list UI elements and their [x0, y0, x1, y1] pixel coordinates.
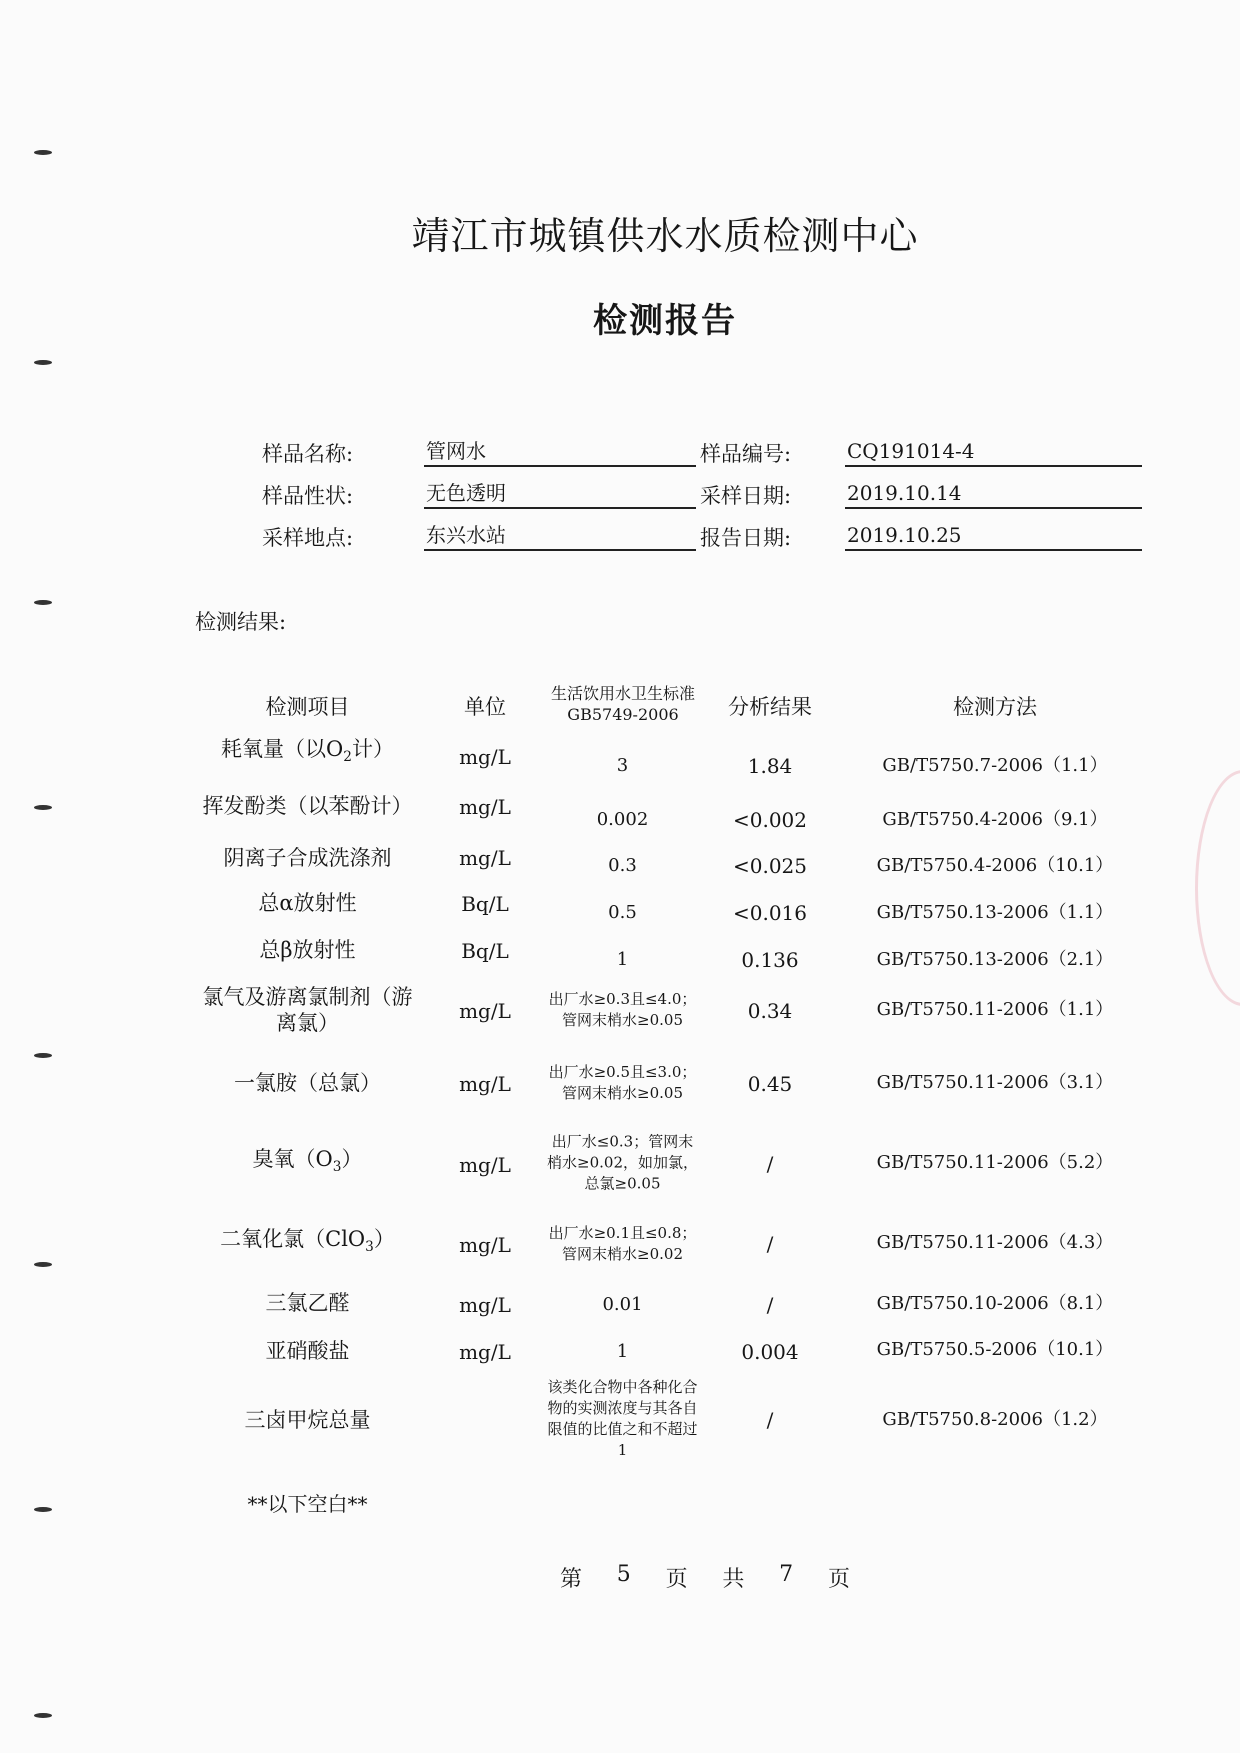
table-row-unit: mg/L [459, 1340, 511, 1364]
table-row-standard: 1 [616, 1341, 629, 1362]
table-row-result: / [766, 1232, 774, 1256]
page-number-footer [560, 1562, 850, 1593]
table-row-method: GB/T5750.4-2006（10.1） [876, 855, 1114, 876]
punch-hole [34, 600, 52, 605]
report-date-value: 2019.10.25 [845, 521, 1142, 551]
table-row-result: 0.45 [747, 1072, 793, 1096]
table-row-result: 1.84 [747, 754, 793, 778]
sample-name-value: 管网水 [424, 437, 696, 467]
table-row-standard: 出厂水≥0.1且≤0.8；管网末梢水≥0.02 [548, 1224, 697, 1263]
table-row-standard: 0.01 [602, 1294, 643, 1315]
table-row-unit: Bq/L [461, 939, 509, 963]
column-header-result: 分析结果 [728, 695, 812, 719]
table-row-method: GB/T5750.13-2006（2.1） [876, 949, 1114, 970]
sample-name-label: 样品名称: [262, 442, 354, 466]
sampling-location-value: 东兴水站 [424, 521, 696, 551]
table-row-standard: 该类化合物中各种化合物的实测浓度与其各自限值的比值之和不超过1 [547, 1378, 698, 1459]
table-row-result: 0.004 [741, 1340, 799, 1364]
footer-text: 页 [827, 1567, 850, 1592]
blank-end-marker: **以下空白** [247, 1492, 368, 1516]
table-row-result: <0.025 [732, 854, 807, 878]
report-date-label: 报告日期: [700, 526, 792, 550]
table-row-item: 总β放射性 [259, 938, 356, 962]
punch-hole [34, 150, 52, 155]
table-row-item: 三氯乙醛 [265, 1291, 350, 1315]
table-row-method: GB/T5750.13-2006（1.1） [876, 902, 1114, 923]
table-row-unit: mg/L [459, 1293, 511, 1317]
table-row-standard: 3 [616, 755, 629, 776]
table-row-item: 挥发酚类（以苯酚计） [202, 794, 413, 818]
table-row-unit: mg/L [459, 1153, 511, 1177]
table-row-item: 阴离子合成洗涤剂 [223, 846, 392, 870]
punch-hole [34, 805, 52, 810]
red-seal-stamp [1195, 770, 1240, 1006]
table-row-result: 0.136 [741, 948, 799, 972]
table-row-method: GB/T5750.7-2006（1.1） [882, 755, 1108, 776]
sample-id-value: CQ191014-4 [845, 437, 1142, 467]
sample-property-label: 样品性状: [262, 484, 354, 508]
punch-hole [34, 1262, 52, 1267]
total-page-count: 7 [779, 1562, 794, 1587]
table-row-item: 亚硝酸盐 [265, 1339, 350, 1363]
table-row-unit: mg/L [459, 1072, 511, 1096]
table-row-method: GB/T5750.10-2006（8.1） [876, 1293, 1114, 1314]
table-row-method: GB/T5750.11-2006（4.3） [876, 1232, 1114, 1253]
table-row-standard: 0.5 [608, 902, 637, 923]
table-row-standard: 1 [616, 949, 629, 970]
punch-hole [34, 1053, 52, 1058]
table-row-unit: mg/L [459, 795, 511, 819]
punch-hole [34, 360, 52, 365]
sampling-date-value: 2019.10.14 [845, 479, 1142, 509]
sampling-location-label: 采样地点: [262, 526, 354, 550]
table-row-standard: 出厂水≤0.3；管网末梢水≥0.02，如加氯，总氯≥0.05 [547, 1132, 698, 1193]
table-row-item: 耗氧量（以$O_2$计） [221, 736, 394, 766]
table-row-method: GB/T5750.11-2006（1.1） [876, 999, 1114, 1020]
table-row-standard: 0.002 [596, 809, 649, 830]
table-row-item: 三卤甲烷总量 [244, 1408, 371, 1432]
organization-title: 靖江市城镇供水水质检测中心 [411, 214, 919, 258]
table-row-result: / [766, 1293, 774, 1317]
table-row-method: GB/T5750.8-2006（1.2） [882, 1409, 1108, 1430]
sample-id-label: 样品编号: [700, 442, 792, 466]
table-row-result: 0.34 [747, 999, 793, 1023]
table-row-result: / [766, 1408, 774, 1432]
table-row-method: GB/T5750.11-2006（5.2） [876, 1152, 1114, 1173]
footer-text: 第 [560, 1567, 583, 1592]
table-row-item: 臭氧$(O_3)$ [252, 1146, 363, 1176]
table-row-item: 二氧化氯（ClO$_3$） [220, 1226, 395, 1256]
table-row-unit: mg/L [459, 745, 511, 769]
results-heading: 检测结果: [195, 610, 287, 634]
footer-text: 共 [722, 1567, 745, 1592]
punch-hole [34, 1507, 52, 1512]
table-row-item: 氯气及游离氯制剂（游离氯） [202, 985, 413, 1035]
table-row-standard: 出厂水≥0.3且≤4.0；管网末梢水≥0.05 [548, 990, 697, 1029]
report-title: 检测报告 [593, 301, 737, 341]
table-row-unit: mg/L [459, 999, 511, 1023]
table-row-standard: 出厂水≥0.5且≤3.0；管网末梢水≥0.05 [548, 1063, 697, 1102]
punch-hole [34, 1713, 52, 1718]
table-row-result: / [766, 1152, 774, 1176]
sample-property-value: 无色透明 [424, 479, 696, 509]
table-row-standard: 0.3 [608, 855, 637, 876]
column-header-standard: 生活饮用水卫生标准GB5749-2006 [550, 684, 695, 724]
table-row-result: <0.002 [732, 808, 807, 832]
table-row-unit: mg/L [459, 846, 511, 870]
table-row-item: 一氯胺（总氯） [234, 1071, 381, 1095]
column-header-unit: 单位 [464, 695, 506, 719]
table-row-method: GB/T5750.4-2006（9.1） [882, 809, 1108, 830]
current-page-number: 5 [616, 1562, 631, 1587]
table-row-unit: mg/L [459, 1233, 511, 1257]
table-row-method: GB/T5750.5-2006（10.1） [876, 1339, 1114, 1360]
column-header-method: 检测方法 [953, 695, 1037, 719]
column-header-item: 检测项目 [265, 695, 350, 719]
table-row-result: <0.016 [732, 901, 807, 925]
table-row-unit: Bq/L [461, 892, 509, 916]
table-row-method: GB/T5750.11-2006（3.1） [876, 1072, 1114, 1093]
sampling-date-label: 采样日期: [700, 484, 792, 508]
table-row-item: 总α放射性 [258, 891, 357, 915]
footer-text: 页 [665, 1567, 688, 1592]
